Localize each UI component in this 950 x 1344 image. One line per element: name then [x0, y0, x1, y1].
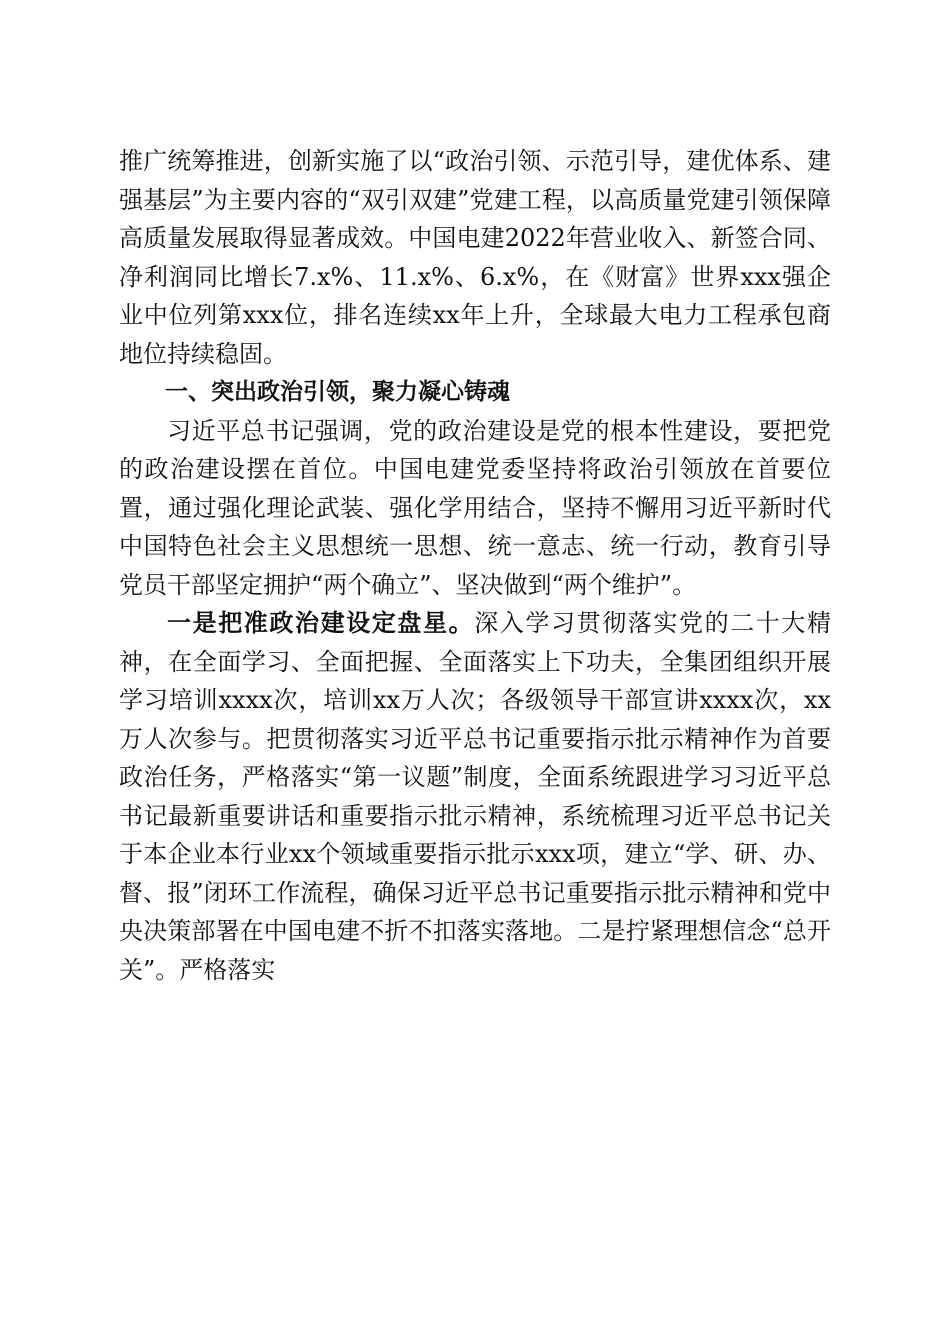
- paragraph-section-intro: 习近平总书记强调，党的政治建设是党的根本性建设，要把党的政治建设摆在首位。中国电建党委坚持将政治引领放在首要位置，通过强化理论武装、强化学用结合，坚持不懈用习近平新时代中国特色社会主义思想统一思想、统一意志、统一行动，教育引导党员干部坚定拥护“两个确立”、坚决做到“两个维护”。: [119, 416, 831, 599]
- paragraph-intro: 推广统筹推进，创新实施了以“政治引领、示范引导，建优体系、建强基层”为主要内容的“双引双建”党建工程，以高质量党建引领保障高质量发展取得显著成效。中国电建2022年营业收入、新签合同、净利润同比增长7.x%、11.x%、6.x%，在《财富》世界xxx强企业中位列第xxx位，排名连续xx年上升，全球最大电力工程承包商地位持续稳固。: [119, 147, 831, 368]
- document-body: [119, 142, 831, 989]
- section-heading: 一、突出政治引领，聚力凝心铸魂: [165, 379, 510, 405]
- paragraph-point-one: [119, 604, 831, 989]
- paragraph-body: 深入学习贯彻落实党的二十大精神，在全面学习、全面把握、全面落实上下功夫，全集团组织开展学习培训xxxx次，培训xx万人次；各级领导干部宣讲xxxx次，xx万人次参与。把贯彻落实习近平总书记重要指示批示精神作为首要政治任务，严格落实“第一议题”制度，全面系统跟进学习习近平总书记最新重要讲话和重要指示批示精神，系统梳理习近平总书记关于本企业本行业xx个领域重要指示批示xxx项，建立“学、研、办、督、报”闭环工作流程，确保习近平总书记重要指示批示精神和党中央决策部署在中国电建不折不扣落实落地。二是拧紧理想信念“总开关”。严格落实: [119, 609, 832, 984]
- paragraph-lead: 一是把准政治建设定盘星。: [167, 608, 475, 637]
